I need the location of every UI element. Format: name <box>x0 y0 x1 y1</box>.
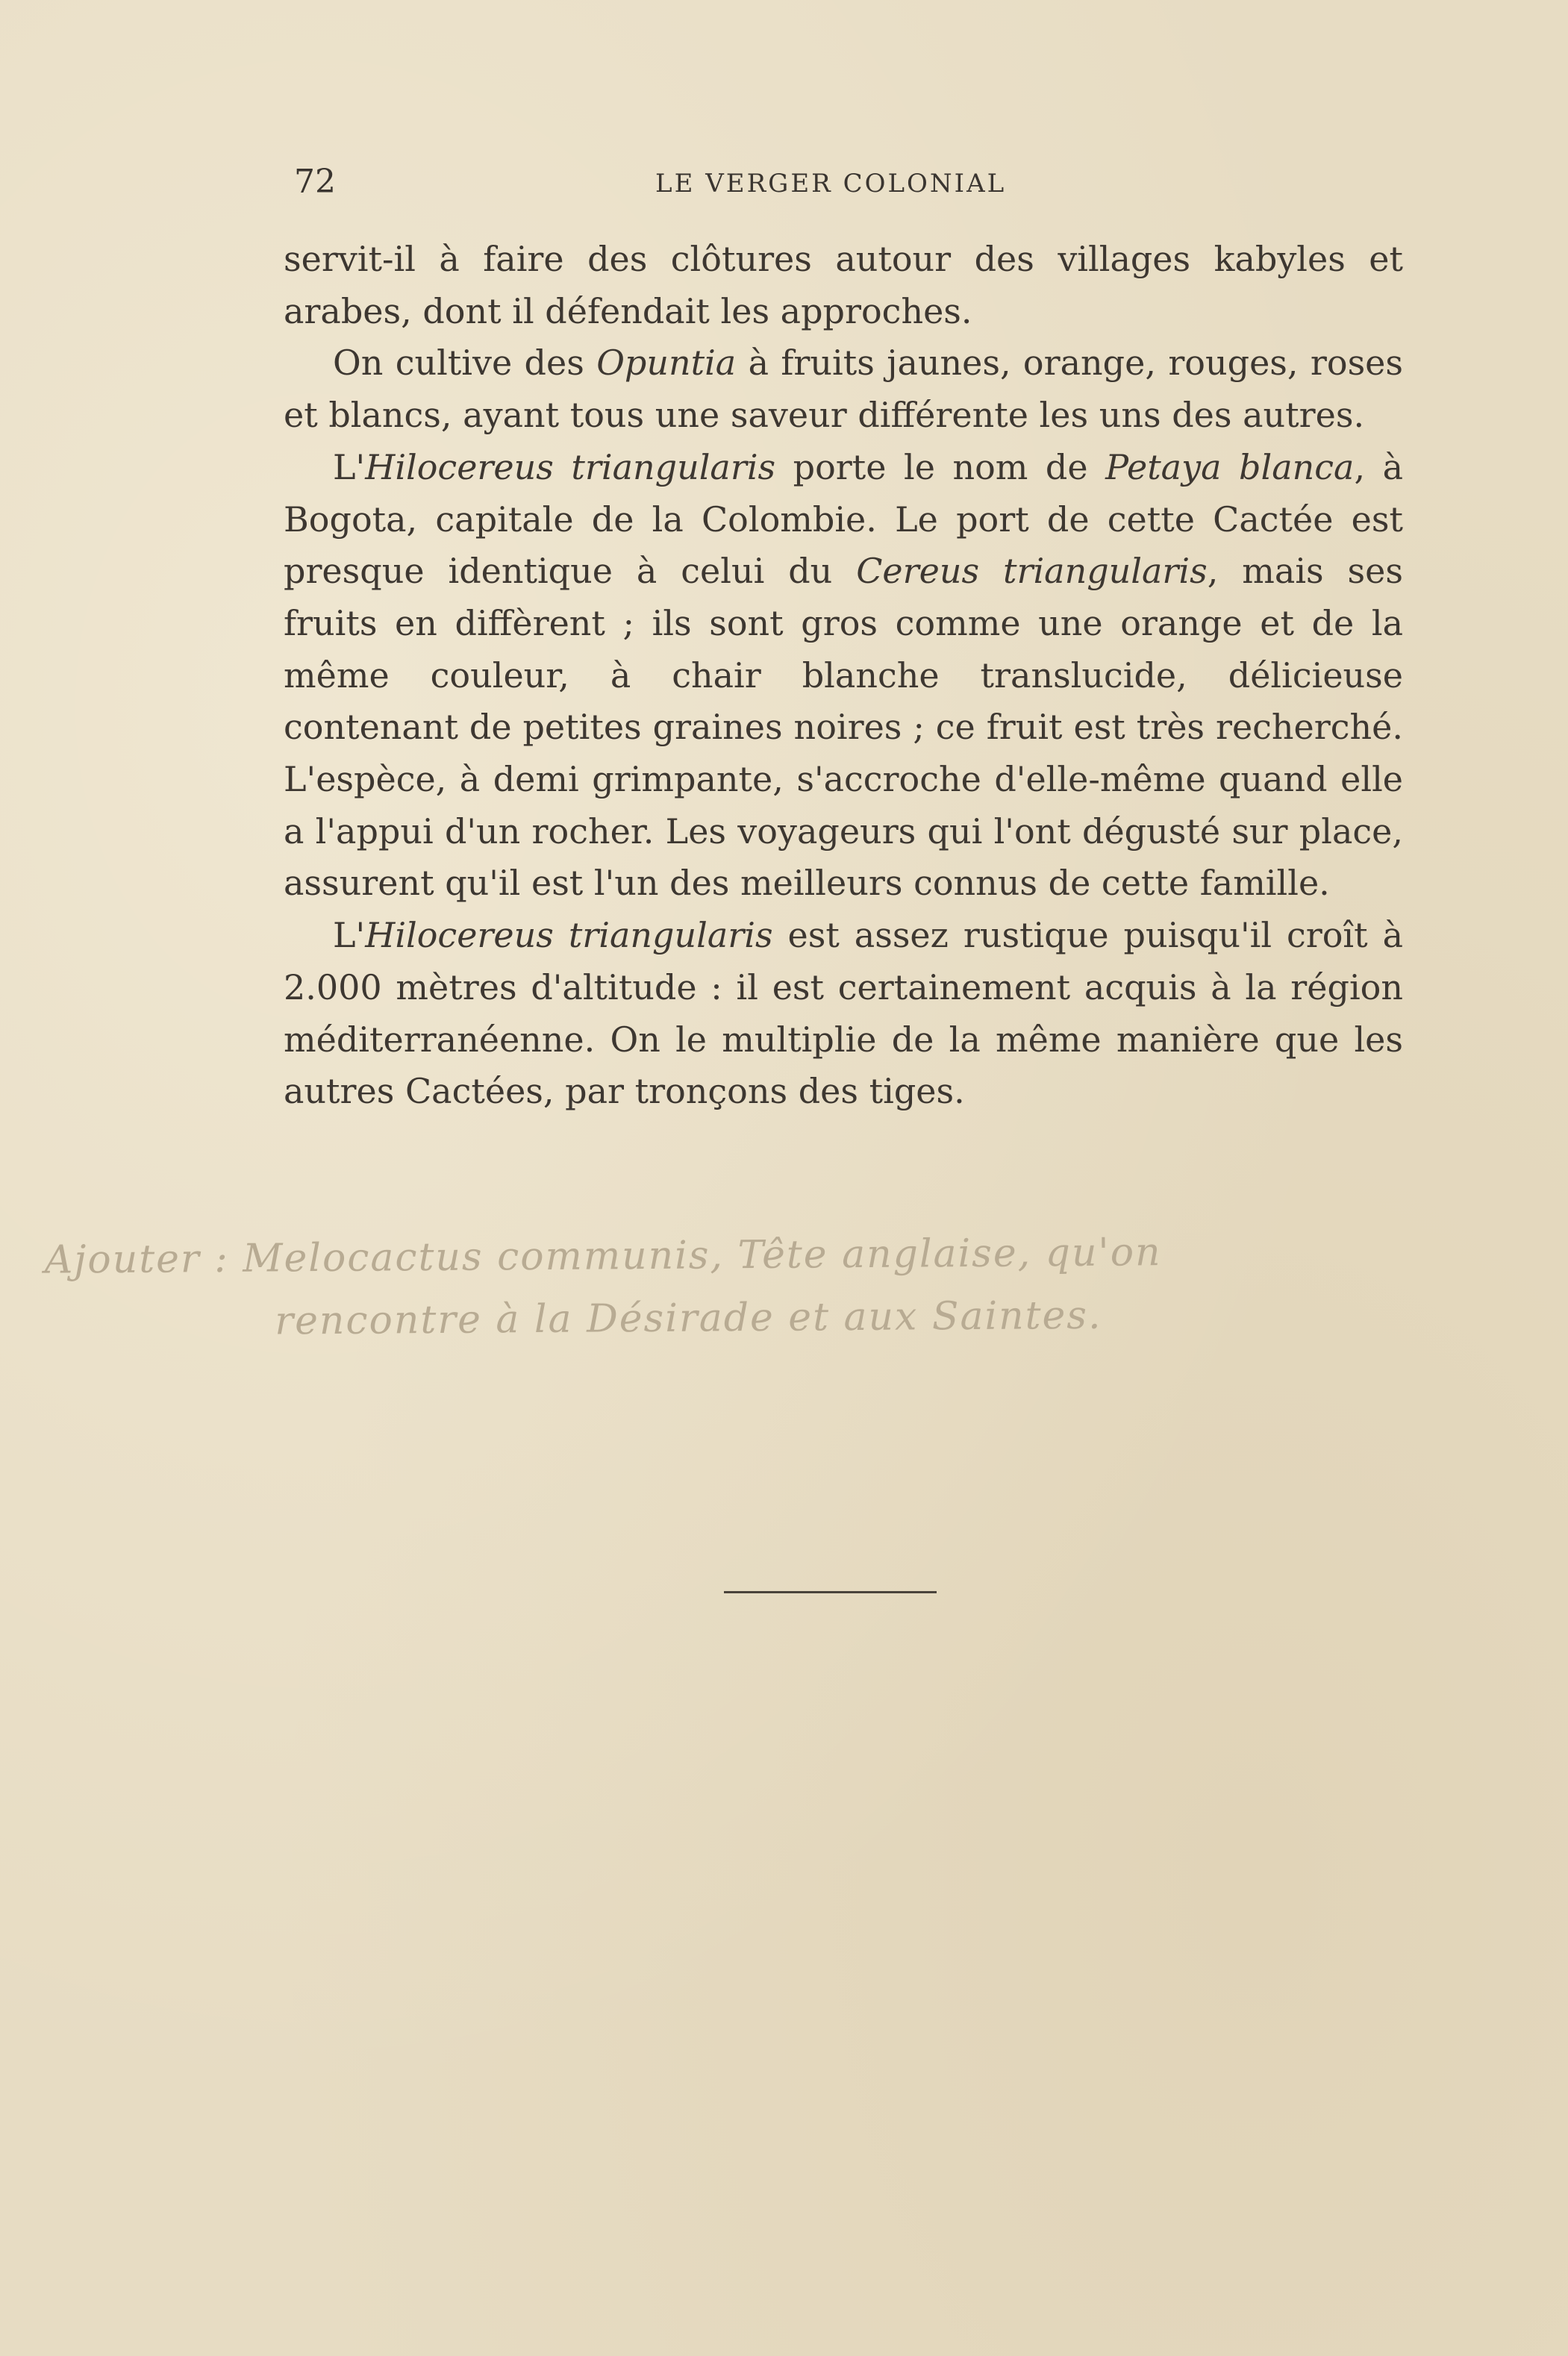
italic-term: Petaya blanca <box>1105 446 1355 487</box>
handwritten-annotation <box>44 1219 1463 1354</box>
paragraph-4 <box>284 910 1403 1118</box>
annotation-line-1: Ajouter : Melocactus communis, Tête anglaise, qu'on <box>44 1230 1162 1283</box>
running-title: LE VERGER COLONIAL <box>655 169 1007 199</box>
italic-term: Cereus triangularis <box>856 551 1208 592</box>
italic-term: Hilocereus triangularis <box>365 915 773 956</box>
annotation-line-2: rencontre à la Désirade et aux Saintes. <box>275 1293 1102 1344</box>
page-number: 72 <box>294 163 336 201</box>
text-run: est assez rustique puisqu'il croît à 2.000 mètres d'altitude : il est certainement acquis à la région méditerranéenne. On le multiplie de la même manière que les autres Cactées, par tronçons des tiges. <box>284 915 1403 1112</box>
text-run: On cultive des <box>333 343 597 384</box>
paragraph-3 <box>284 442 1403 910</box>
text-run: porte le nom de <box>775 446 1106 487</box>
italic-term: Hilocereus triangularis <box>365 446 776 487</box>
text-run: , à Bogota, capitale de la Colombie. Le port de cette Cactée est presque identique à celui du <box>284 446 1403 592</box>
text-run: L' <box>333 446 366 487</box>
italic-term: Opuntia <box>596 343 737 384</box>
body-text <box>284 234 1403 1118</box>
end-rule <box>724 1591 937 1593</box>
page-header <box>290 163 1409 207</box>
paragraph-2 <box>284 337 1403 441</box>
text-run: , mais ses fruits en diffèrent ; ils sont gros comme une orange et de la même couleur, à chair blanche translucide, délicieuse contenant de petites graines noires ; ce fruit est très recherché. L'espèce, à demi grimpante, s'accroche d'elle-même quand elle a l'appui d'un rocher. Les voyageurs qui l'ont dégusté sur place, assurent qu'il est l'un des meilleurs connus de cette famille. <box>284 551 1403 904</box>
paragraph-1 <box>284 234 1403 337</box>
text-run: servit-il à faire des clôtures autour des villages kabyles et arabes, dont il défendait les approches. <box>284 239 1403 331</box>
text-run: à fruits jaunes, orange, rouges, roses et blancs, ayant tous une saveur différente les uns des autres. <box>284 343 1403 436</box>
text-run: L' <box>333 915 366 956</box>
